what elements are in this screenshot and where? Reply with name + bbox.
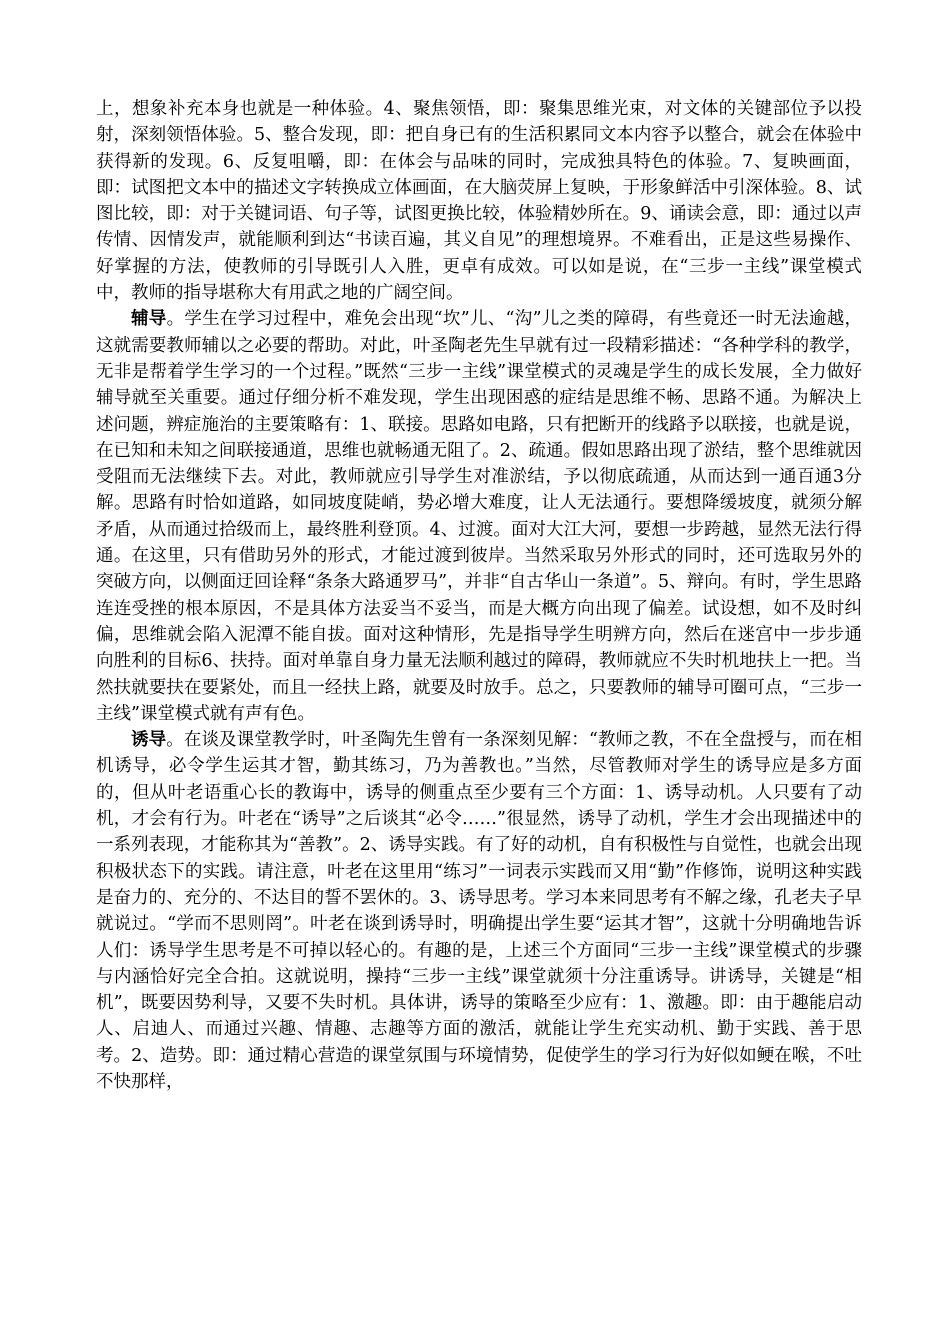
- section-heading-fudao: 辅导: [131, 309, 167, 330]
- paragraph-continuation: [96, 96, 862, 306]
- body-text: [96, 96, 862, 1095]
- paragraph-text: 。学生在学习过程中，难免会出现“坎”儿、“沟”儿之类的障碍，有些竟还一时无法逾越，这就需要教师辅以之必要的帮助。对此，叶圣陶老先生早就有过一段精彩描述：“各种学科的教学，无非是帮着学生学习的一个过程。”既然“三步一主线”课堂模式的灵魂是学生的成长发展，全力做好辅导就至关重要。通过仔细分析不难发现，学生出现困惑的症结是思维不畅、思路不通。为解决上述问题，辨症施治的主要策略有：1、联接。思路如电路，只有把断开的线路予以联接，也就是说，在已知和未知之间联接通道，思维也就畅通无阻了。2、疏通。假如思路出现了淤结，整个思维就因受阻而无法继续下去。对此，教师就应引导学生对准淤结，予以彻底疏通，从而达到一通百通3分解。思路有时恰如道路，如同坡度陡峭，势必增大难度，让人无法通行。要想降缓坡度，就须分解矛盾，从而通过拾级而上，最终胜利登顶。4、过渡。面对大江大河，要想一步跨越，显然无法行得通。在这里，只有借助另外的形式，才能过渡到彼岸。当然采取另外形式的同时，还可选取另外的突破方向，以侧面迂回诠释“条条大路通罗马”，并非“自古华山一条道”。5、辩向。有时，学生思路连连受挫的根本原因，不是具体方法妥当不妥当，而是大概方向出现了偏差。试设想，如不及时纠偏，思维就会陷入泥潭不能自拔。面对这种情形，先是指导学生明辨方向，然后在迷宫中一步步通向胜利的目标6、扶持。面对单靠自身力量无法顺利越过的障碍，教师就应不失时机地扶上一把。当然扶就要扶在要紧处，而且一经扶上路，就要及时放手。总之，只要教师的辅导可圈可点，“三步一主线”课堂模式就有声有色。: [96, 309, 862, 724]
- paragraph-fudao: [96, 306, 862, 727]
- paragraph-youdao: [96, 727, 862, 1095]
- paragraph-text: 。在谈及课堂教学时，叶圣陶先生曾有一条深刻见解：“教师之教，不在全盘授与，而在相机诱导，必令学生运其才智，勤其练习，乃为善教也。”当然，尽管教师对学生的诱导应是多方面的，但从叶老语重心长的教诲中，诱导的侧重点至少要有三个方面：1、诱导动机。人只要有了动机，才会有行为。叶老在“诱导”之后谈其“必令……”很显然，诱导了动机，学生才会出现描述中的一系列表现，才能称其为“善教”。2、诱导实践。有了好的动机，自有积极性与自觉性，也就会出现积极状态下的实践。请注意，叶老在这里用“练习”一词表示实践而又用“勤”作修饰，说明这种实践是奋力的、充分的、不达目的誓不罢休的。3、诱导思考。学习本来同思考有不解之缘，孔老夫子早就说过。“学而不思则罔”。叶老在谈到诱导时，明确提出学生要“运其才智”，这就十分明确地告诉人们：诱导学生思考是不可掉以轻心的。有趣的是，上述三个方面同“三步一主线”课堂模式的步骤与内涵恰好完全合拍。这就说明，操持“三步一主线”课堂就须十分注重诱导。讲诱导，关键是“相机”，既要因势利导，又要不失时机。具体讲，诱导的策略至少应有：1、激趣。即：由于趣能启动人、启迪人、而通过兴趣、情趣、志趣等方面的激活，就能让学生充实动机、勤于实践、善于思考。2、造势。即：通过精心营造的课堂氛围与环境情势，促使学生的学习行为好似如鲠在喉，不吐不快那样，: [96, 730, 863, 1092]
- section-heading-youdao: 诱导: [131, 730, 167, 751]
- paragraph-text: 上，想象补充本身也就是一种体验。4、聚焦领悟，即：聚集思维光束，对文体的关键部位予以投射，深刻领悟体验。5、整合发现，即：把自身已有的生活积累同文本内容予以整合，就会在体验中获得新的发现。6、反复咀嚼，即：在体会与品味的同时，完成独具特色的体验。7、复映画面，即：试图把文本中的描述文字转换成立体画面，在大脑荧屏上复映，于形象鲜活中引深体验。8、试图比较，即：对于关键词语、句子等，试图更换比较，体验精妙所在。9、诵读会意，即：通过以声传情、因情发声，就能顺利到达“书读百遍，其义自见”的理想境界。不难看出，正是这些易操作、好掌握的方法，使教师的引导既引人入胜，更卓有成效。可以如是说，在“三步一主线”课堂模式中，教师的指导堪称大有用武之地的广阔空间。: [96, 99, 862, 304]
